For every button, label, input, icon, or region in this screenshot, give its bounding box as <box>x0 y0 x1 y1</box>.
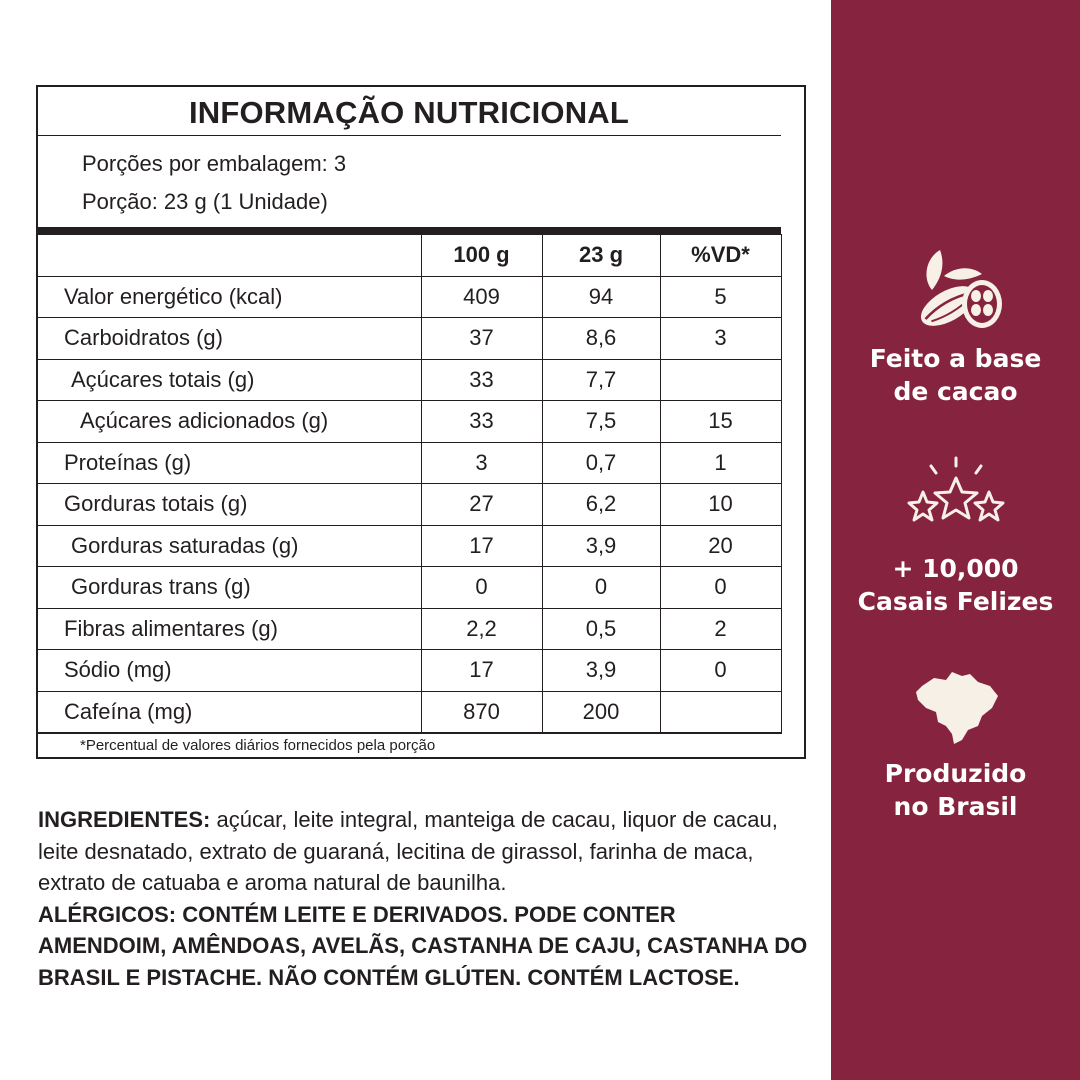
nutrient-name: Gorduras trans (g) <box>38 567 421 609</box>
nutrition-facts-panel <box>36 85 806 759</box>
badge-line: Casais Felizes <box>857 587 1054 616</box>
value-portion: 7,7 <box>542 359 660 401</box>
thick-divider <box>38 227 781 234</box>
value-100g: 3 <box>421 442 542 484</box>
table-row <box>38 484 781 526</box>
badge-line: de cacao <box>893 377 1018 406</box>
value-portion: 0 <box>542 567 660 609</box>
value-dv: 10 <box>660 484 781 526</box>
header-daily-value: %VD* <box>660 235 781 277</box>
value-100g: 33 <box>421 401 542 443</box>
table-row <box>38 442 781 484</box>
cacao-pod-icon <box>831 246 1080 334</box>
value-portion: 7,5 <box>542 401 660 443</box>
nutrition-title: INFORMAÇÃO NUTRICIONAL <box>188 95 630 130</box>
serving-size: Porção: 23 g (1 Unidade) <box>82 189 328 214</box>
value-100g: 2,2 <box>421 608 542 650</box>
nutrient-name: Valor energético (kcal) <box>38 276 421 318</box>
value-portion: 3,9 <box>542 650 660 692</box>
badge-cacao-text <box>831 342 1080 408</box>
table-row <box>38 650 781 692</box>
value-portion: 0,5 <box>542 608 660 650</box>
divider <box>38 135 781 136</box>
badge-couples-text <box>831 552 1080 618</box>
nutrition-table <box>38 234 782 734</box>
value-dv: 5 <box>660 276 781 318</box>
nutrient-name: Proteínas (g) <box>38 442 421 484</box>
table-row <box>38 359 781 401</box>
value-100g: 17 <box>421 650 542 692</box>
table-row <box>38 401 781 443</box>
value-portion: 0,7 <box>542 442 660 484</box>
value-portion: 94 <box>542 276 660 318</box>
badge-line: Feito a base <box>869 344 1042 373</box>
badge-line: + 10,000 <box>892 554 1019 583</box>
nutrient-name: Açúcares totais (g) <box>38 359 421 401</box>
brazil-map-icon <box>831 668 1080 746</box>
nutrient-name: Açúcares adicionados (g) <box>38 401 421 443</box>
badge-brazil-text <box>831 757 1080 823</box>
value-100g: 33 <box>421 359 542 401</box>
table-row <box>38 608 781 650</box>
table-row <box>38 567 781 609</box>
nutrient-name: Gorduras saturadas (g) <box>38 525 421 567</box>
table-row <box>38 691 781 733</box>
nutrient-name: Gorduras totais (g) <box>38 484 421 526</box>
value-100g: 27 <box>421 484 542 526</box>
value-portion: 200 <box>542 691 660 733</box>
value-100g: 870 <box>421 691 542 733</box>
header-per-portion: 23 g <box>542 235 660 277</box>
table-row <box>38 318 781 360</box>
daily-value-footnote: *Percentual de valores diários fornecidos pela porção <box>80 737 436 754</box>
nutrient-name: Cafeína (mg) <box>38 691 421 733</box>
header-per-100g: 100 g <box>421 235 542 277</box>
value-dv: 15 <box>660 401 781 443</box>
value-dv: 3 <box>660 318 781 360</box>
nutrient-name: Carboidratos (g) <box>38 318 421 360</box>
value-100g: 0 <box>421 567 542 609</box>
nutrient-name: Sódio (mg) <box>38 650 421 692</box>
nutrient-name: Fibras alimentares (g) <box>38 608 421 650</box>
value-dv: 1 <box>660 442 781 484</box>
stars-icon <box>831 456 1080 540</box>
ingredients-text: açúcar, leite integral, manteiga de cacau, liquor de cacau, leite desnatado, extrato de guaraná, lecitina de girassol, farinha de maca, extrato de catuaba e aroma natural de baunilha. <box>38 807 778 895</box>
value-100g: 37 <box>421 318 542 360</box>
value-dv: 0 <box>660 650 781 692</box>
feature-sidebar <box>831 0 1080 1080</box>
ingredients-block <box>38 804 808 993</box>
value-dv: 0 <box>660 567 781 609</box>
badge-line: no Brasil <box>893 792 1018 821</box>
header-nutrient <box>38 235 421 277</box>
value-dv: 20 <box>660 525 781 567</box>
value-100g: 409 <box>421 276 542 318</box>
value-dv <box>660 359 781 401</box>
value-100g: 17 <box>421 525 542 567</box>
value-dv <box>660 691 781 733</box>
value-portion: 6,2 <box>542 484 660 526</box>
value-portion: 3,9 <box>542 525 660 567</box>
servings-per-package: Porções por embalagem: 3 <box>82 151 347 176</box>
allergens-text: ALÉRGICOS: CONTÉM LEITE E DERIVADOS. PODE CONTER AMENDOIM, AMÊNDOAS, AVELÃS, CASTANHA DE CAJU, CASTANHA DO BRASIL E PISTACHE. NÃO CONTÉM GLÚTEN. CONTÉM LACTOSE. <box>38 901 808 990</box>
table-row <box>38 276 781 318</box>
value-dv: 2 <box>660 608 781 650</box>
table-row <box>38 525 781 567</box>
ingredients-label: INGREDIENTES: <box>38 807 211 832</box>
badge-line: Produzido <box>884 759 1027 788</box>
value-portion: 8,6 <box>542 318 660 360</box>
table-header-row <box>38 235 781 277</box>
